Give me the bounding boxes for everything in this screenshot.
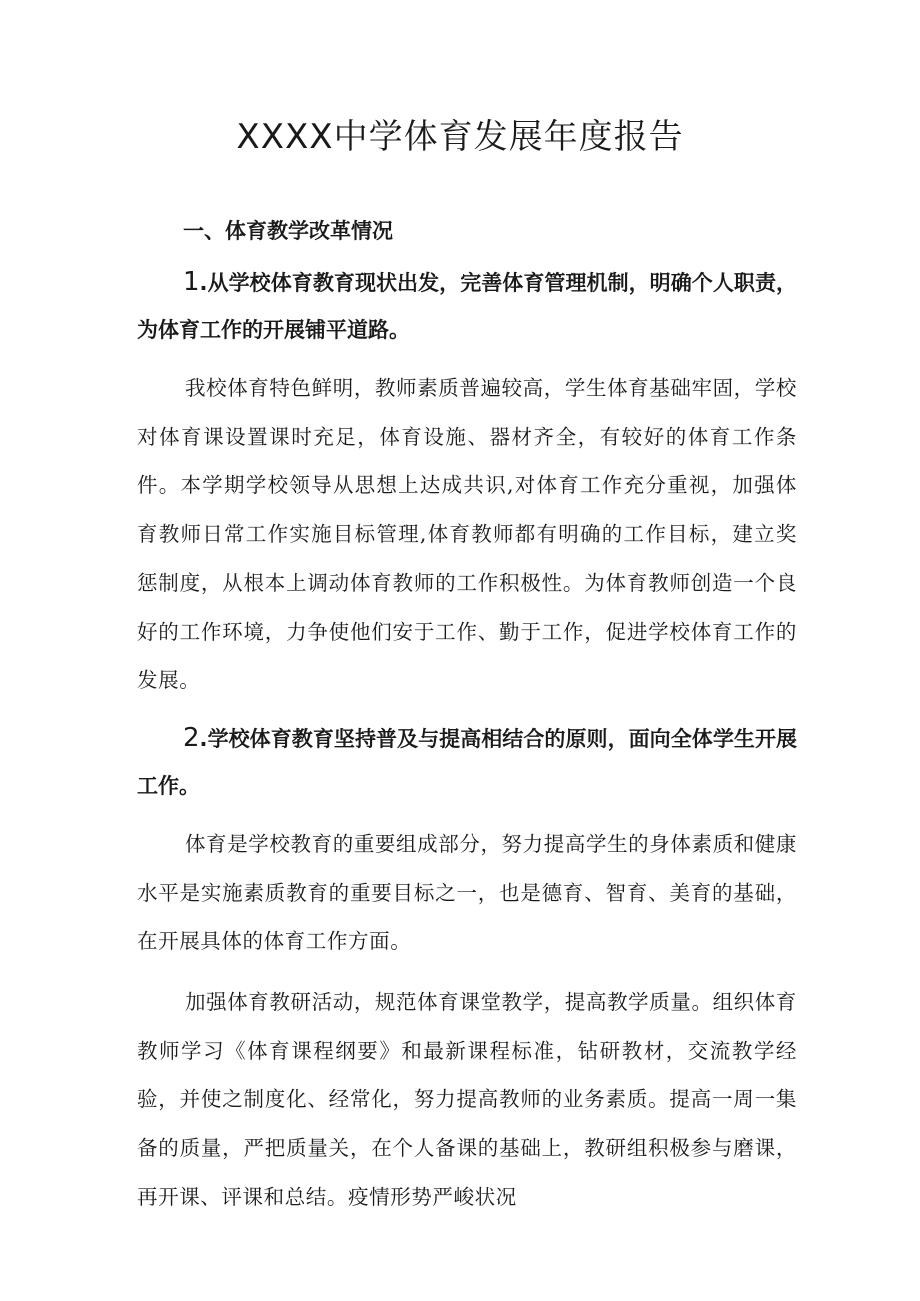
numbered-heading-1 [137, 259, 797, 354]
section-heading: 一、体育教学改革情况 [183, 219, 393, 243]
heading-number: 1 [183, 267, 200, 297]
paragraph: 加强体育教研活动，规范体育课堂教学，提高教学质量。组织体育教师学习《体育课程纲要》和最新课程标准，钻研教材，交流教学经验，并使之制度化、经常化，努力提高教师的业务素质。提高一周一集备的质量，严把质量关，在个人备课的基础上，教研组积极参与磨课，再开课、评课和总结。疫情形势严峻状况 [137, 990, 797, 1209]
paragraph: 我校体育特色鲜明，教师素质普遍较高，学生体育基础牢固，学校对体育课设置课时充足，体育设施、器材齐全，有较好的体育工作条件。本学期学校领导从思想上达成共识,对体育工作充分重视，加强体育教师日常工作实施目标管理,体育教师都有明确的工作目标，建立奖惩制度，从根本上调动体育教师的工作积极性。为体育教师创造一个良好的工作环境，力争使他们安于工作、勤于工作，促进学校体育工作的发展。 [137, 376, 797, 693]
heading-number: 2 [183, 722, 200, 753]
numbered-heading-2 [137, 715, 797, 810]
heading-text: .从学校体育教育现状出发，完善体育管理机制，明确个人职责，为体育工作的开展铺平道路。 [137, 271, 797, 342]
heading-text: .学校体育教育坚持普及与提高相结合的原则，面向全体学生开展工作。 [137, 726, 797, 798]
paragraph: 体育是学校教育的重要组成部分，努力提高学生的身体素质和健康水平是实施素质教育的重要目标之一，也是德育、智育、美育的基础，在开展具体的体育工作方面。 [137, 831, 797, 954]
document-title: XXXX中学体育发展年度报告 [236, 117, 684, 157]
document-body [137, 203, 797, 1222]
